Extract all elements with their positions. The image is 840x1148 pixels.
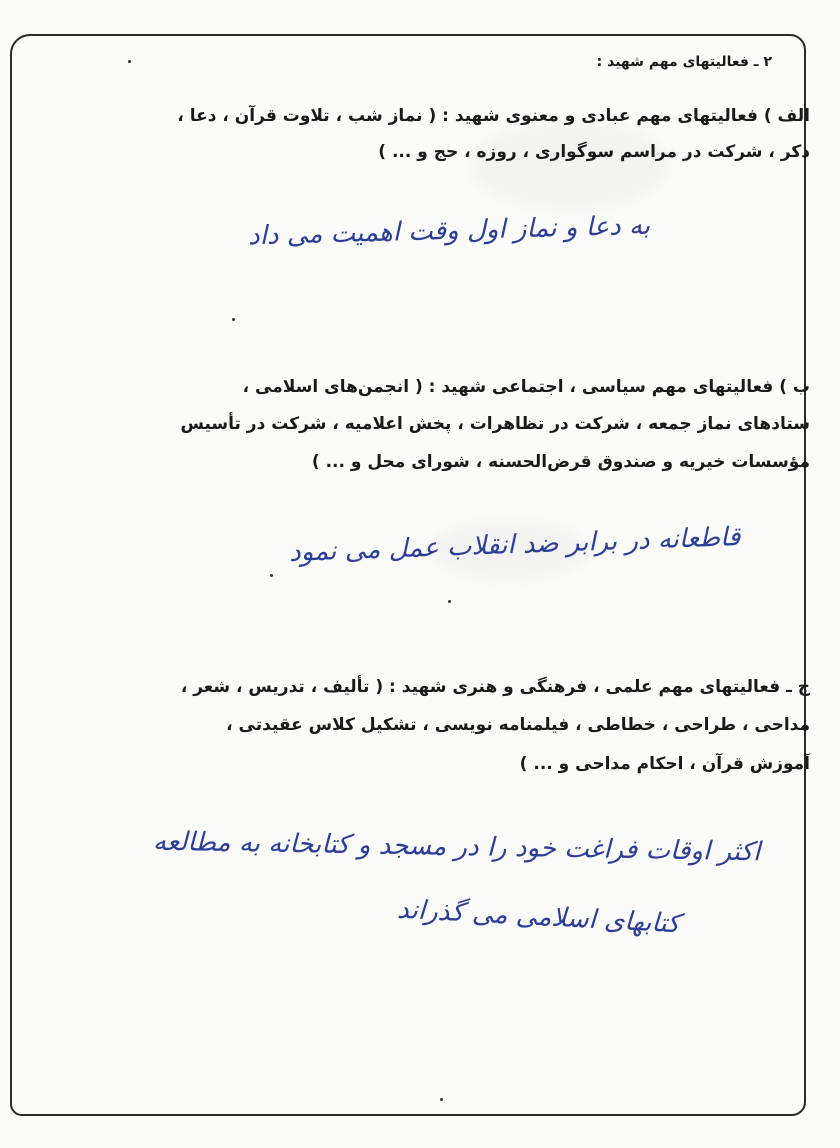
question-jim-line-2: مداحی ، طراحی ، خطاطی ، فیلمنامه نویسی ، تشکیل کلاس عقیدتی ، (226, 715, 810, 735)
handwritten-answer-be: قاطعانه در برابر ضد انقلاب عمل می نمود (288, 522, 741, 568)
scan-smudge (470, 120, 670, 210)
question-alef-line-2: ذکر ، شرکت در مراسم سوگواری ، روزه ، حج و ... ) (378, 142, 810, 162)
scan-speck (270, 574, 273, 577)
handwritten-answer-alef: به دعا و نماز اول وقت اهمیت می داد (247, 210, 651, 252)
question-jim-line-1: ج ـ فعالیتهای مهم علمی ، فرهنگی و هنری شهید : ( تألیف ، تدریس ، شعر ، (180, 677, 810, 697)
scan-speck (232, 318, 235, 321)
scan-speck (440, 1098, 443, 1101)
section-heading: ٢ ـ فعالیتهای مهم شهید : (596, 54, 772, 70)
question-be-line-2: ستادهای نماز جمعه ، شرکت در تظاهرات ، پخش اعلامیه ، شرکت در تأسیس (180, 414, 810, 434)
scan-speck (448, 600, 451, 603)
question-be-line-3: مؤسسات خیریه و صندوق قرض‌الحسنه ، شورای محل و ... ) (311, 452, 810, 472)
scan-speck (128, 60, 131, 63)
handwritten-answer-jim-line-1: اکثر اوقات فراغت خود را در مسجد و کتابخانه به مطالعه (152, 826, 761, 868)
question-alef-line-1: الف ) فعالیتهای مهم عبادی و معنوی شهید : ( نماز شب ، تلاوت قرآن ، دعا ، (177, 106, 810, 126)
question-be-line-1: ب ) فعالیتهای مهم سیاسی ، اجتماعی شهید : ( انجمن‌های اسلامی ، (242, 377, 810, 397)
handwritten-answer-jim-line-2: کتابهای اسلامی می گذراند (396, 894, 681, 940)
question-jim-line-3: آموزش قرآن ، احکام مداحی و ... ) (519, 754, 810, 774)
page-border (10, 34, 806, 1116)
